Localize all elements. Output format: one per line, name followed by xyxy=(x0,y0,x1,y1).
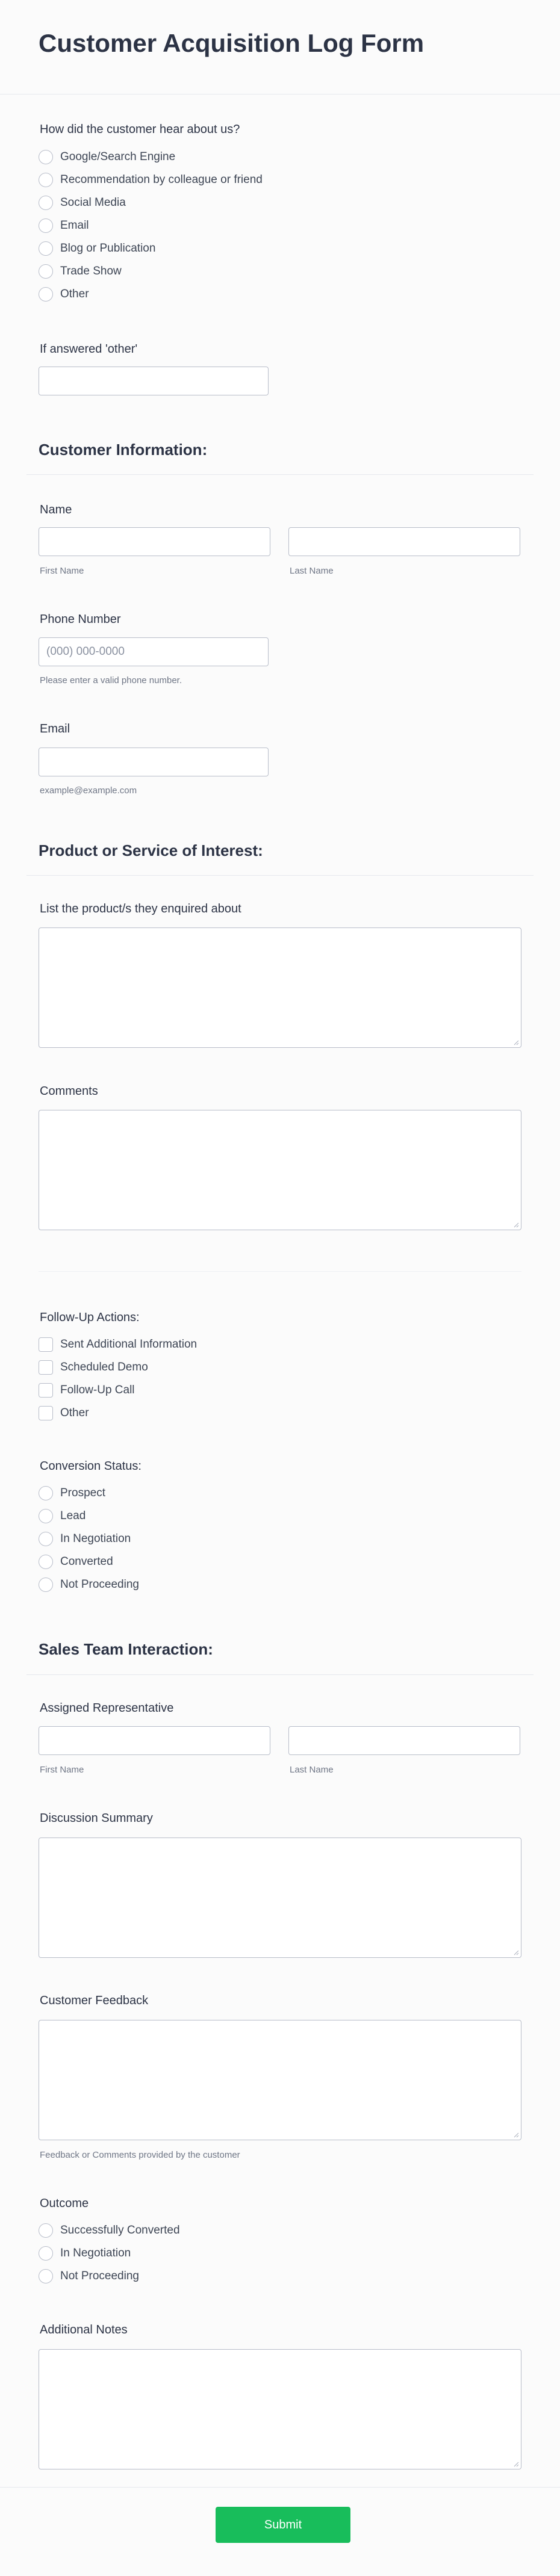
email-sublabel: example@example.com xyxy=(40,785,137,796)
feedback-label: Customer Feedback xyxy=(40,1994,149,2007)
conversion-label: Conversion Status: xyxy=(40,1460,142,1473)
resize-grip-icon[interactable] xyxy=(513,2461,519,2467)
radio-option[interactable]: Lead xyxy=(39,1508,86,1525)
radio-circle[interactable] xyxy=(39,2223,53,2238)
sales-heading: Sales Team Interaction: xyxy=(39,1640,213,1658)
radio-option[interactable]: Social Media xyxy=(39,194,126,211)
email-label: Email xyxy=(40,722,70,735)
radio-option[interactable]: Email xyxy=(39,217,89,234)
discussion-label: Discussion Summary xyxy=(40,1812,153,1825)
email-input[interactable] xyxy=(39,748,269,776)
feedback-sublabel: Feedback or Comments provided by the customer xyxy=(40,2150,240,2160)
other-label: If answered 'other' xyxy=(40,342,138,356)
section-divider xyxy=(26,474,534,475)
checkbox[interactable] xyxy=(39,1337,53,1352)
radio-circle[interactable] xyxy=(39,1555,53,1569)
footer-divider xyxy=(0,2487,560,2488)
resize-grip-icon[interactable] xyxy=(513,1949,519,1955)
first-name-sublabel: First Name xyxy=(40,1765,84,1775)
name-label: Name xyxy=(40,503,72,516)
last-name-sublabel: Last Name xyxy=(290,566,334,576)
phone-label: Phone Number xyxy=(40,613,121,626)
checkbox[interactable] xyxy=(39,1383,53,1398)
rep-label: Assigned Representative xyxy=(40,1701,174,1715)
rep-first-name-input[interactable] xyxy=(39,1726,270,1755)
notes-label: Additional Notes xyxy=(40,2323,128,2336)
notes-textarea[interactable] xyxy=(39,2349,521,2469)
radio-circle[interactable] xyxy=(39,1577,53,1592)
first-name-sublabel: First Name xyxy=(40,566,84,576)
hear-question-label: How did the customer hear about us? xyxy=(40,123,240,136)
discussion-textarea[interactable] xyxy=(39,1838,521,1958)
checkbox-option[interactable]: Scheduled Demo xyxy=(39,1359,148,1376)
section-divider xyxy=(26,1674,534,1675)
radio-circle[interactable] xyxy=(39,218,53,233)
product-heading: Product or Service of Interest: xyxy=(39,841,263,859)
last-name-input[interactable] xyxy=(288,527,520,556)
phone-sublabel: Please enter a valid phone number. xyxy=(40,675,182,686)
product-list-textarea[interactable] xyxy=(39,927,521,1048)
radio-option[interactable]: Recommendation by colleague or friend xyxy=(39,172,263,188)
phone-input[interactable]: (000) 000-0000 xyxy=(39,637,269,666)
customer-info-heading: Customer Information: xyxy=(39,441,208,459)
radio-option[interactable]: Other xyxy=(39,286,89,303)
rep-last-name-input[interactable] xyxy=(288,1726,520,1755)
radio-circle[interactable] xyxy=(39,1532,53,1546)
radio-option[interactable]: In Negotiation xyxy=(39,2245,131,2262)
radio-option[interactable]: Successfully Converted xyxy=(39,2222,180,2239)
product-list-label: List the product/s they enquired about xyxy=(40,902,241,915)
first-name-input[interactable] xyxy=(39,527,270,556)
resize-grip-icon[interactable] xyxy=(513,2132,519,2138)
comments-textarea[interactable] xyxy=(39,1110,521,1230)
last-name-sublabel: Last Name xyxy=(290,1765,334,1775)
resize-grip-icon[interactable] xyxy=(513,1222,519,1228)
radio-circle[interactable] xyxy=(39,287,53,302)
checkbox[interactable] xyxy=(39,1406,53,1420)
divider xyxy=(39,1271,521,1272)
feedback-textarea[interactable] xyxy=(39,2020,521,2140)
radio-option[interactable]: Not Proceeding xyxy=(39,2268,139,2285)
radio-circle[interactable] xyxy=(39,173,53,187)
checkbox[interactable] xyxy=(39,1360,53,1375)
radio-circle[interactable] xyxy=(39,1486,53,1500)
radio-circle[interactable] xyxy=(39,150,53,164)
radio-option[interactable]: Google/Search Engine xyxy=(39,149,175,166)
radio-option[interactable]: Not Proceeding xyxy=(39,1576,139,1593)
radio-circle[interactable] xyxy=(39,2246,53,2261)
radio-option[interactable]: In Negotiation xyxy=(39,1531,131,1547)
radio-option[interactable]: Trade Show xyxy=(39,263,122,280)
checkbox-option[interactable]: Sent Additional Information xyxy=(39,1336,197,1353)
submit-button[interactable]: Submit xyxy=(216,2507,350,2543)
radio-circle[interactable] xyxy=(39,241,53,256)
comments-label: Comments xyxy=(40,1085,98,1098)
checkbox-option[interactable]: Follow-Up Call xyxy=(39,1382,135,1399)
form-title: Customer Acquisition Log Form xyxy=(39,29,425,57)
radio-circle[interactable] xyxy=(39,2269,53,2283)
section-divider xyxy=(26,875,534,876)
outcome-label: Outcome xyxy=(40,2197,89,2210)
radio-circle[interactable] xyxy=(39,196,53,210)
radio-circle[interactable] xyxy=(39,1509,53,1523)
radio-circle[interactable] xyxy=(39,264,53,279)
resize-grip-icon[interactable] xyxy=(513,1039,519,1045)
radio-option[interactable]: Converted xyxy=(39,1553,113,1570)
followup-label: Follow-Up Actions: xyxy=(40,1311,140,1324)
radio-option[interactable]: Blog or Publication xyxy=(39,240,155,257)
radio-option[interactable]: Prospect xyxy=(39,1485,105,1502)
other-input[interactable] xyxy=(39,367,269,395)
checkbox-option[interactable]: Other xyxy=(39,1405,89,1422)
